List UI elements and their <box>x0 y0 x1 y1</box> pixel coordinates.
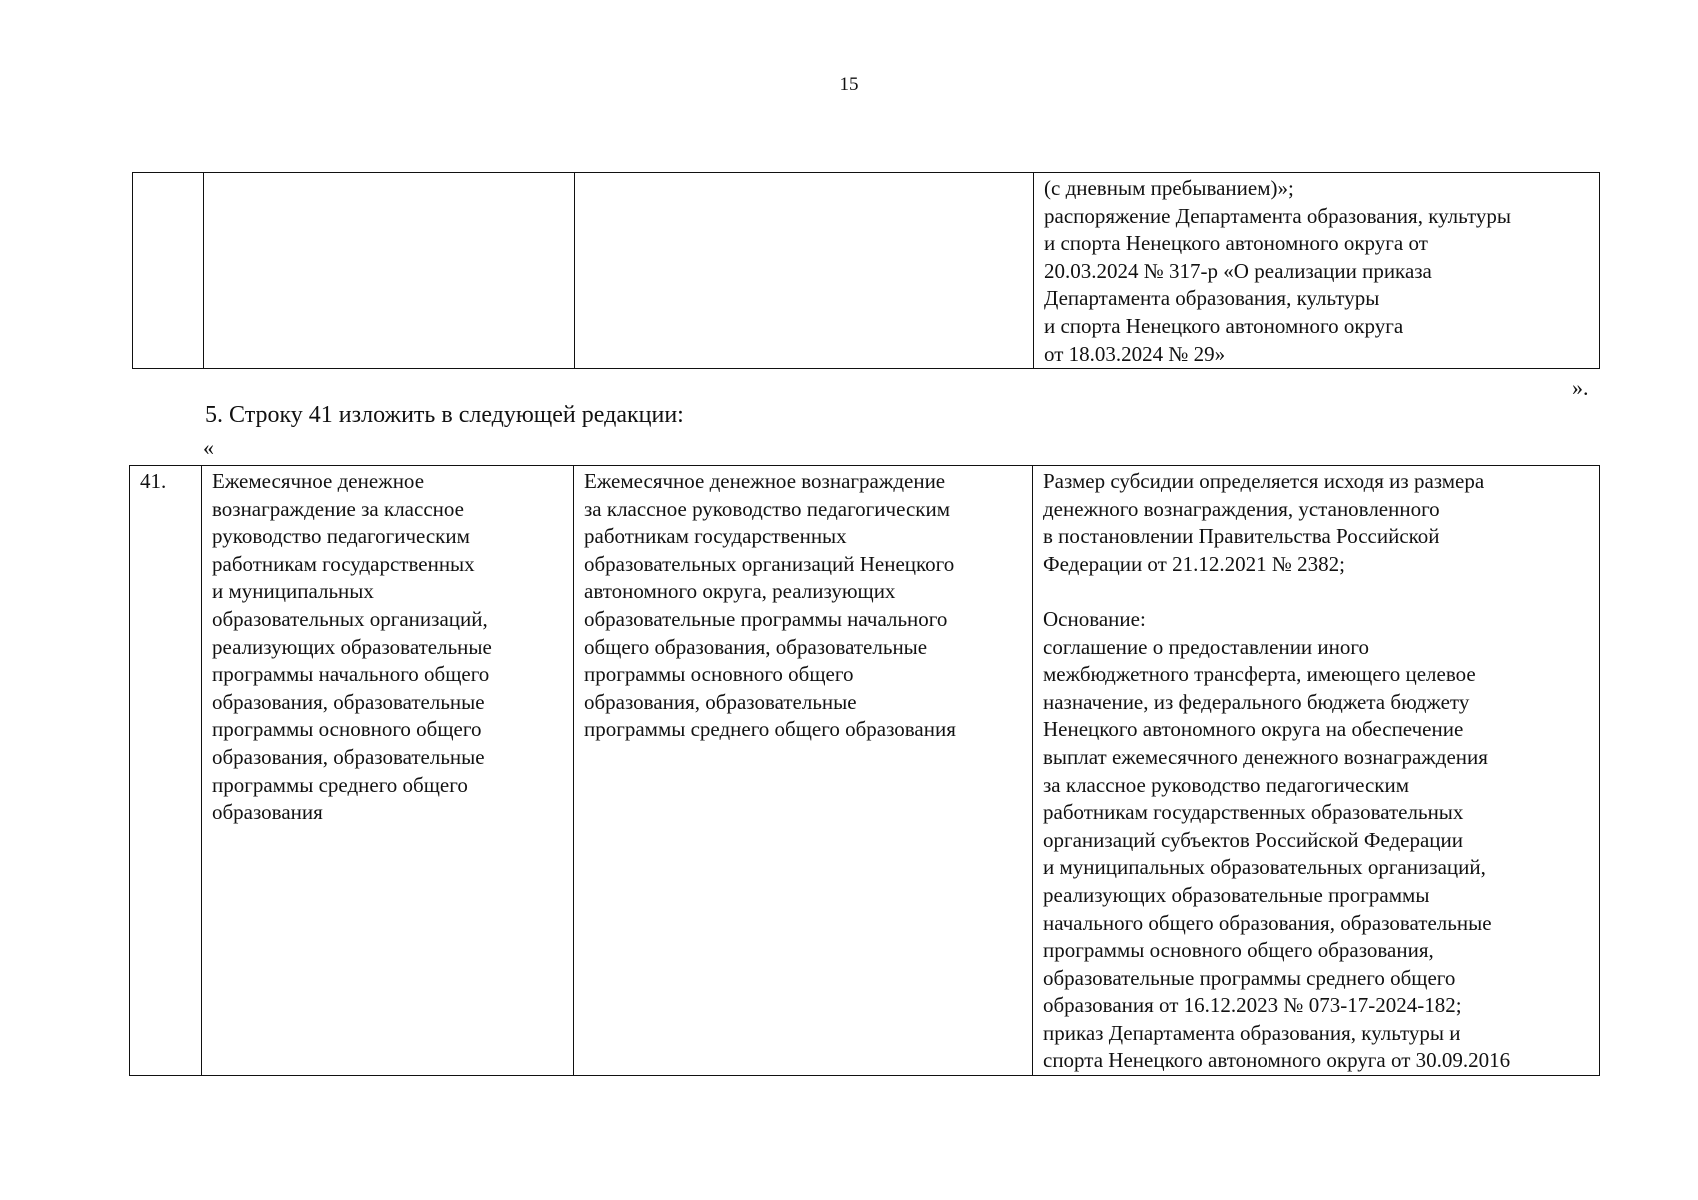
basis-cell: (с дневным пребыванием)»; распоряжение Департамента образования, культуры и спорта Ненецкого автономного округа от 20.03.2024 № 317-р «О реализации приказа Департамента образования, культуры и спорта Ненецкого автономного округа от 18.03.2024 № 29» <box>1034 173 1600 369</box>
closing-quote: ». <box>1572 375 1589 400</box>
page-number: 15 <box>839 74 859 95</box>
description-cell: Ежемесячное денежное вознаграждение за классное руководство педагогическим работникам государственных образовательных организаций Ненецкого автономного округа, реализующих образовательные программы начального общего образования, образовательные программы основного общего образования, образовательные программы среднего общего образования <box>574 466 1033 1076</box>
description-cell <box>575 173 1034 369</box>
continued-table <box>132 172 1600 369</box>
name-cell <box>204 173 575 369</box>
name-cell: Ежемесячное денежное вознаграждение за классное руководство педагогическим работникам государственных и муниципальных образовательных организаций, реализующих образовательные программы начального общего образования, образовательные программы основного общего образования, образовательные программы среднего общего образования <box>202 466 574 1076</box>
table-row <box>133 173 1600 369</box>
amendment-instruction: 5. Строку 41 изложить в следующей редакции: <box>205 402 684 428</box>
row-number-cell: 41. <box>130 466 202 1076</box>
table-row <box>130 466 1600 1076</box>
row-41-table <box>129 465 1600 1076</box>
opening-quote: « <box>203 435 214 460</box>
basis-cell: Размер субсидии определяется исходя из размера денежного вознаграждения, установленного в постановлении Правительства Российской Федерации от 21.12.2021 № 2382; Основание: соглашение о предоставлении иного межбюджетного трансферта, имеющего целевое назначение, из федерального бюджета бюджету Ненецкого автономного округа на обеспечение выплат ежемесячного денежного вознаграждения за классное руководство педагогическим работникам государственных образовательных организаций субъектов Российской Федерации и муниципальных образовательных организаций, реализующих образовательные программы начального общего образования, образовательные программы основного общего образования, образовательные программы среднего общего образования от 16.12.2023 № 073-17-2024-182; приказ Департамента образования, культуры и спорта Ненецкого автономного округа от 30.09.2016 <box>1033 466 1600 1076</box>
row-number-cell <box>133 173 204 369</box>
